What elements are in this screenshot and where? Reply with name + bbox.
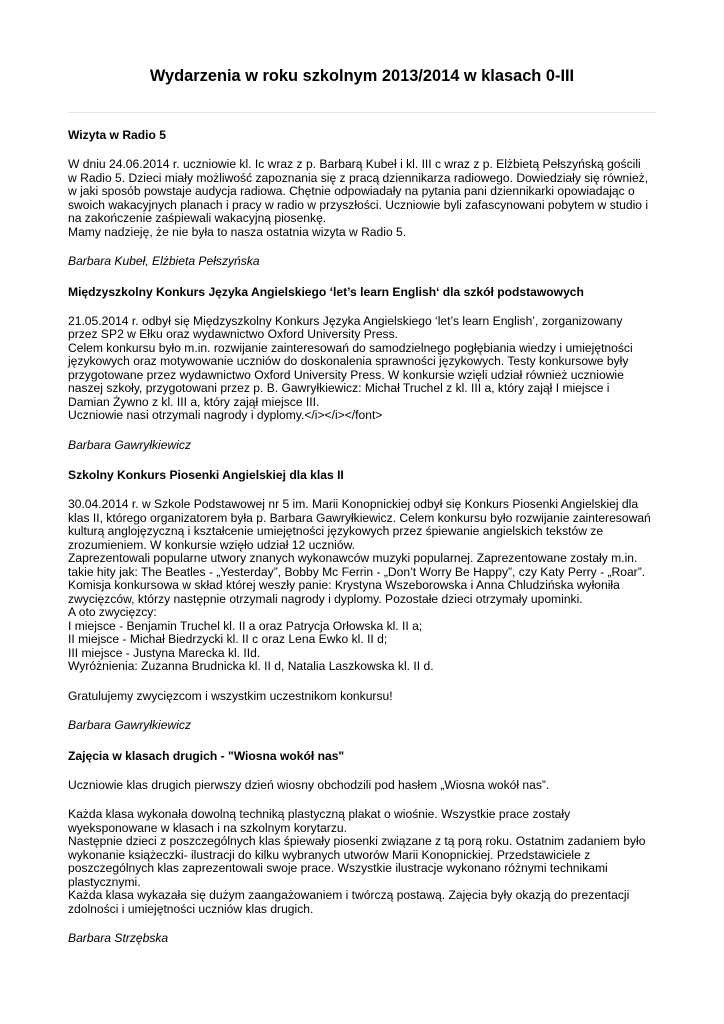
body-line: wykonanie książeczki- ilustracji do kilku wybranych utworów Marii Konopnickiej. Przedstawiciele z [68, 847, 591, 862]
body-line: plastycznymi. [68, 874, 141, 889]
body-line: Uczniowie nasi otrzymali nagrody i dyplomy.</i></i></font> [68, 408, 383, 422]
section-body-extra [68, 808, 660, 916]
body-line: II miejsce - Michał Biedrzycki kl. II c oraz Lena Ewko kl. II d; [68, 632, 388, 646]
body-line: Gratulujemy zwycięzcom i wszystkim uczestnikom konkursu! [68, 688, 393, 703]
section [68, 285, 660, 453]
body-line: Wyróżnienia: Zuzanna Brudnicka kl. II d, Natalia Laszkowska kl. II d. [68, 659, 434, 673]
body-line: na zakończenie zaśpiewali wakacyjną piosenkę. [68, 211, 327, 225]
body-line: zwycięzców, którzy następnie otrzymali nagrody i dyplomy. Pozostałe dzieci otrzymały upominki. [68, 591, 583, 606]
author-signature: Barbara Kubeł, Elżbieta Pełszyńska [68, 254, 260, 268]
section-heading: Zajęcia w klasach drugich - "Wiosna wokół nas" [68, 748, 345, 763]
page-title: Wydarzenia w roku szkolnym 2013/2014 w klasach 0-III [149, 67, 575, 85]
author-signature: Barbara Strzębska [68, 931, 169, 945]
section [68, 128, 660, 269]
section-heading: Wizyta w Radio 5 [68, 128, 167, 142]
body-line: przez SP2 w Ełku oraz wydawnictwo Oxford University Press. [68, 327, 398, 341]
body-line: Każda klasa wykazała się dużym zaangażowaniem i twórczą postawą. Zajęcia były okazją do prezentacji [68, 888, 630, 902]
body-line: poszczególnych klas zaprezentowali swoje prace. Wszystkie ilustracje wykonano różnymi technikami [68, 861, 608, 875]
section [68, 749, 660, 946]
section-body [68, 315, 660, 423]
body-line: wyeksponowane w klasach i na szkolnym korytarzu. [68, 820, 347, 835]
body-line: kulturą anglojęzyczną i kształcenie umiejętności językowych przez śpiewanie angielskich tekstów ze [68, 524, 604, 538]
body-line: Następnie dzieci z poszczególnych klas śpiewały piosenki związane z tą porą roku. Ostatnim zadaniem było [68, 834, 646, 848]
body-line: Każda klasa wykonała dowolną techniką plastyczną plakat o wiośnie. Wszystkie prace zostały [68, 807, 571, 821]
body-line: Uczniowie klas drugich pierwszy dzień wiosny obchodzili pod hasłem „Wiosna wokół nas”. [68, 777, 550, 792]
body-line: W dniu 24.06.2014 r. uczniowie kl. Ic wraz z p. Barbarą Kubeł i kl. III c wraz z p. Elżbietą Pełszyńską gościli [68, 157, 641, 171]
body-line: przygotowane przez wydawnictwo Oxford University Press. W konkursie wzięli udział również uczniowie [68, 367, 624, 382]
body-line: takie hity jak: The Beatles - „Yesterday”, Bobby Mc Ferrin - „Don’t Worry Be Happy”, czy Katy Perry - „Roar”. [68, 564, 646, 579]
title-divider [68, 112, 656, 113]
body-line: 30.04.2014 r. w Szkole Podstawowej nr 5 im. Marii Konopnickiej odbył się Konkurs Piosenki Angielskiej dla [68, 497, 639, 511]
body-line: swoich wakacyjnych planach i pracy w radio w przyszłości. Uczniowie byli zafascynowani pobytem w studio i [68, 197, 649, 212]
body-line: Damian Żywno z kl. III a, który zajął miejsce III. [68, 394, 320, 409]
body-line: językowych oraz motywowanie uczniów do doskonalenia sprawności językowych. Testy konkursowe były [68, 354, 629, 368]
body-line: I miejsce - Benjamin Truchel kl. II a oraz Patrycja Orłowska kl. II a; [68, 618, 423, 633]
body-line: zdolności i umiejętności uczniów klas drugich. [68, 901, 314, 916]
body-line: Mamy nadzieję, że nie była to nasza ostatnia wizyta w Radio 5. [68, 224, 407, 239]
section-heading: Międzyszkolny Konkurs Języka Angielskiego ‘let’s learn English‘ dla szkół podstawowych [68, 284, 584, 299]
author-signature: Barbara Gawryłkiewicz [68, 437, 191, 452]
section-heading: Szkolny Konkurs Piosenki Angielskiej dla klas II [68, 468, 344, 482]
section-body [68, 779, 660, 793]
article-content [68, 128, 660, 962]
body-line: zrozumieniem. W konkursie wzięło udział 12 uczniów. [68, 537, 356, 552]
section [68, 468, 660, 733]
section-body-extra [68, 690, 660, 704]
body-line: A oto zwycięzcy: [68, 605, 157, 619]
section-body [68, 158, 660, 239]
body-line: III miejsce - Justyna Marecka kl. IId. [68, 645, 261, 660]
body-line: Zaprezentowali popularne utwory znanych wykonawców muzyki popularnej. Zaprezentowane zostały m.in. [68, 551, 638, 565]
author-signature: Barbara Gawryłkiewicz [68, 718, 191, 732]
section-body [68, 498, 660, 674]
body-line: naszej szkoły, przygotowani przez p. B. Gawryłkiewicz: Michał Truchel z kl. III a, który zajął I miejsce i [68, 381, 610, 395]
body-line: Komisja konkursowa w skład której weszły panie: Krystyna Wszeborowska i Anna Chludzińska wyłoniła [68, 578, 620, 592]
body-line: w Radio 5. Dzieci miały możliwość zapoznania się z pracą dziennikarza radiowego. Dowiedziały się również, [68, 170, 649, 185]
body-line: klas II, którego organizatorem była p. Barbara Gawryłkiewicz. Celem konkursu było rozwijanie zainteresowań [68, 510, 651, 525]
body-line: 21.05.2014 r. odbył się Międzyszkolny Konkurs Języka Angielskiego ‘let’s learn English’, zorganizowany [68, 313, 623, 328]
body-line: w jaki sposób powstaje audycja radiowa. Chętnie odpowiadały na pytania pani dziennikarki opowiadając o [68, 184, 635, 198]
body-line: Celem konkursu było m.in. rozwijanie zainteresowań do samodzielnego pogłębiania wiedzy i umiejętności [68, 340, 633, 355]
